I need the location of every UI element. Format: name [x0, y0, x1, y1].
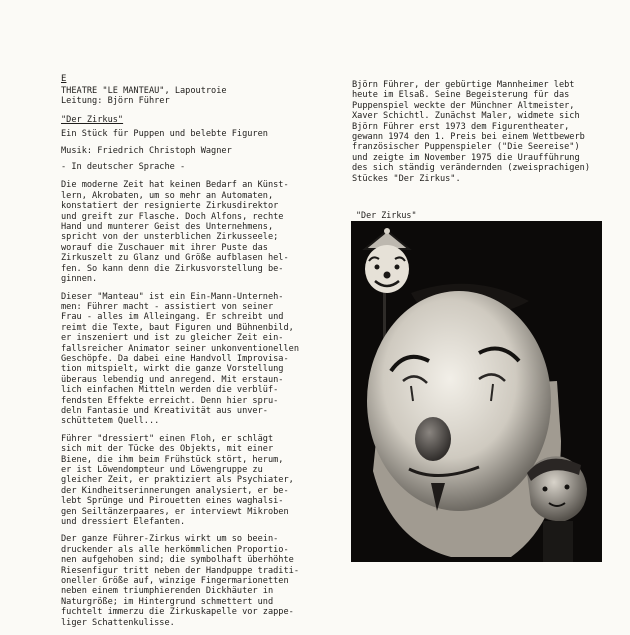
text-line: fen. So kann denn die Zirkusvorstellung be-: [61, 263, 284, 274]
text-line: sich mit der Tücke des Objekts, mit einer: [61, 444, 274, 455]
left-column: [61, 74, 329, 635]
paragraph-1: [61, 180, 329, 284]
text-line: tion mitspielt, wirkt die ganze Vorstellung: [61, 364, 284, 375]
text-line: lich einfachen Mitteln werden die verblüf-: [61, 385, 279, 396]
text-line: gewann 1974 den 1. Preis bei einem Wettbewerb: [352, 132, 585, 143]
text-line: oneller Größe auf, winzige Fingermarionetten: [61, 576, 289, 587]
text-line: nen aufgehoben sind; die symbolhaft überhöhte: [61, 555, 294, 566]
clown-photo: [351, 221, 602, 562]
right-column: [352, 80, 596, 184]
text-line: gleicher Zeit, er praktiziert als Psychiater,: [61, 475, 294, 486]
clown-puppets-image: [351, 221, 602, 562]
text-line: er inszeniert und ist zu gleicher Zeit ein-: [61, 333, 284, 344]
text-line: Stückes "Der Zirkus".: [352, 173, 461, 184]
text-line: und greift zur Flasche. Doch Alfons, rechte: [61, 211, 284, 222]
text-line: heute im Elsaß. Seine Begeisterung für das: [352, 90, 570, 101]
text-line: Björn Führer, der gebürtige Mannheimer lebt: [352, 80, 575, 90]
text-line: Puppenspiel weckte der Münchner Altmeister,: [352, 100, 575, 111]
text-line: druckender als alle herkömmlichen Proportio-: [61, 544, 289, 555]
theatre-name: THEATRE "LE MANTEAU", Lapoutroie: [61, 86, 227, 96]
text-line: der Kindheitserinnerungen analysiert, er be-: [61, 485, 289, 496]
text-line: ginnen.: [61, 274, 98, 285]
play-title: "Der Zirkus": [61, 114, 124, 125]
section-mark: E: [61, 74, 67, 84]
text-line: gen Seiltänzerpaares, er interviewt Mikroben: [61, 506, 289, 517]
text-line: und zeigte im November 1975 die Uraufführung: [352, 152, 580, 163]
text-line: Riesenfigur tritt neben der Handpuppe traditi-: [61, 565, 299, 576]
language-note: - In deutscher Sprache -: [61, 162, 186, 173]
text-line: schüttetem Quell...: [61, 416, 160, 427]
text-line: neben einem triumphierenden Dickhäuter in: [61, 586, 274, 597]
photo-caption: "Der Zirkus": [356, 210, 417, 220]
text-line: des sich ständig verändernden (zweisprachigen): [352, 163, 590, 174]
director-line: Leitung: Björn Führer: [61, 96, 170, 107]
music-credit: Musik: Friedrich Christoph Wagner: [61, 145, 232, 156]
text-line: Geschöpfe. Da dabei eine Handvoll Improvisa-: [61, 353, 289, 364]
text-line: Biene, die ihm beim Frühstück stört, herum,: [61, 454, 284, 465]
text-line: er ist Löwendompteur und Löwengruppe zu: [61, 465, 263, 475]
text-line: spricht von der unsterblichen Zirkusseele;: [61, 232, 279, 243]
play-subtitle: Ein Stück für Puppen und belebte Figuren: [61, 129, 268, 140]
text-line: fallsreicher Animator seiner unkonventionellen: [61, 343, 299, 354]
text-line: Naturgröße; im Hintergrund schmettert und: [61, 596, 274, 607]
text-line: Der ganze Führer-Zirkus wirkt um so beein-: [61, 534, 279, 545]
text-line: Hand und munterer Geist des Unternehmens,: [61, 222, 274, 233]
text-line: Björn Führer erst 1973 dem Figurentheater,: [352, 121, 570, 132]
text-line: men: Führer macht - assistiert von seiner: [61, 301, 274, 312]
text-line: fuchtelt immerzu die Zirkuskapelle vor zappe-: [61, 607, 294, 618]
paragraph-2: [61, 292, 329, 427]
text-line: lern, Akrobaten, um so mehr an Automaten,: [61, 190, 274, 201]
text-line: überaus lebendig und anregend. Mit erstaun-: [61, 374, 284, 385]
text-line: Frau - alles im Alleingang. Er schreibt und: [61, 312, 284, 323]
text-line: deln Fantasie und Kreativität aus unver-: [61, 405, 268, 416]
text-line: und dressiert Elefanten.: [61, 517, 186, 528]
text-line: französischer Puppenspieler ("Die Seereise"): [352, 142, 580, 153]
text-line: Führer "dressiert" einen Floh, er schlägt: [61, 433, 274, 444]
text-line: lebt Sprünge und Pirouetten eines waghalsi-: [61, 496, 284, 507]
paragraph-3: [61, 434, 329, 528]
text-line: Zirkuszelt zu Glanz und Größe aufblasen hel-: [61, 253, 289, 264]
text-line: Dieser "Manteau" ist ein Ein-Mann-Unterneh-: [61, 291, 284, 302]
text-line: reimt die Texte, baut Figuren und Bühnenbild,: [61, 322, 294, 333]
text-line: Xaver Schichtl. Zunächst Maler, widmete sich: [352, 111, 580, 122]
text-line: liger Schattenkulisse.: [61, 617, 175, 628]
text-line: worauf die Zuschauer mit ihrer Puste das: [61, 242, 268, 253]
text-line: konstatiert der resignierte Zirkusdirektor: [61, 201, 279, 212]
paragraph-4: [61, 534, 329, 628]
text-line: fendsten Effekte erreicht. Denn hier spru-: [61, 395, 279, 406]
text-line: Die moderne Zeit hat keinen Bedarf an Künst-: [61, 180, 289, 191]
